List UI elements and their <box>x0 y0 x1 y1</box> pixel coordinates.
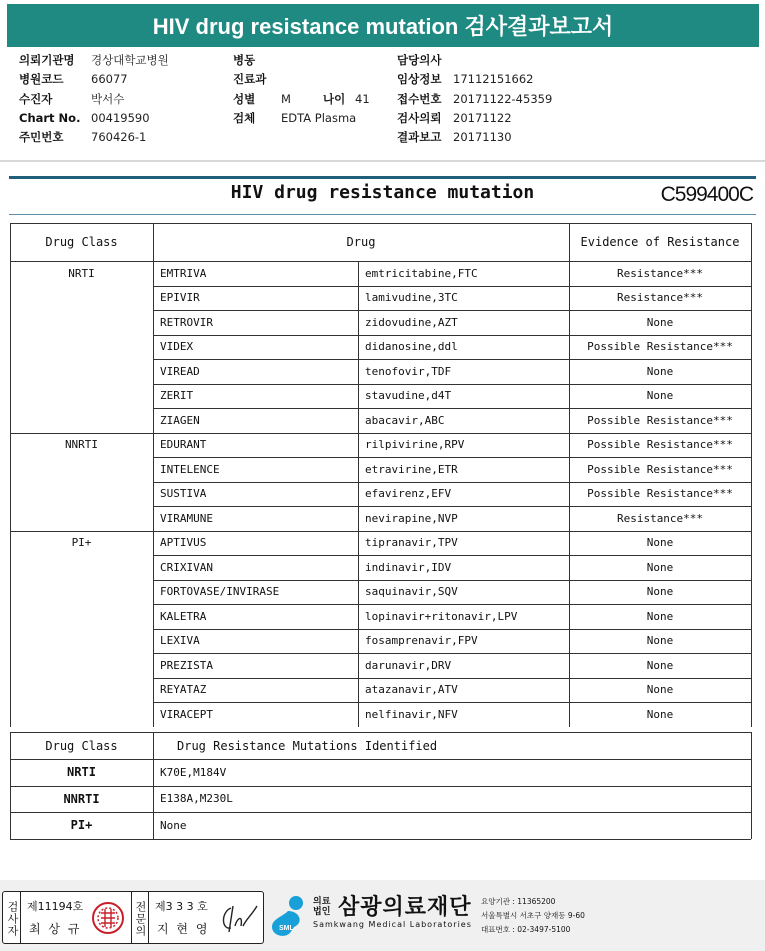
evidence-cell: Possible Resistance*** <box>587 438 733 452</box>
evidence-cell: None <box>646 683 674 697</box>
mutation-border-left <box>10 732 11 839</box>
info-patient-name: 수진자 박서수 <box>19 92 125 106</box>
drug-brand-cell: LEXIVA <box>160 634 200 648</box>
group-divider <box>10 433 751 434</box>
report-code: C599400C <box>660 183 753 206</box>
info-specimen: 검체 EDTA Plasma <box>233 111 357 125</box>
row-divider <box>153 580 751 581</box>
drug-generic-cell: emtricitabine,FTC <box>365 266 478 280</box>
report-title-rule-bottom <box>9 214 756 215</box>
info-resident-no: 주민번호 760426-1 <box>19 130 147 144</box>
evidence-cell: Possible Resistance*** <box>587 413 733 427</box>
drug-generic-cell: zidovudine,AZT <box>365 315 458 329</box>
drug-class-header: Drug Class <box>45 235 118 249</box>
info-department: 진료과 <box>233 72 267 86</box>
mutation-row-divider <box>10 839 751 840</box>
row-divider <box>153 335 751 336</box>
drug-brand-cell: VIREAD <box>160 364 200 378</box>
drug-generic-cell: didanosine,ddl <box>365 340 458 354</box>
row-divider <box>153 457 751 458</box>
evidence-cell: Possible Resistance*** <box>587 462 733 476</box>
drug-brand-cell: CRIXIVAN <box>160 560 213 574</box>
evidence-cell: Possible Resistance*** <box>587 340 733 354</box>
drug-class-cell: NNRTI <box>64 438 99 452</box>
mutation-table-border-top <box>10 732 751 733</box>
examiner-license: 제11194호 <box>27 900 84 913</box>
drug-generic-cell: nelfinavir,NFV <box>365 707 458 721</box>
org-code: 요양기관 : 11365200 <box>481 897 556 906</box>
sml-logo-text: SML <box>279 925 294 932</box>
drug-generic-cell: saquinavir,SQV <box>365 585 458 599</box>
drug-generic-cell: stavudine,d4T <box>365 389 452 403</box>
table-border-right <box>751 223 752 727</box>
signature-box <box>2 891 264 944</box>
row-divider <box>153 408 751 409</box>
evidence-cell: Resistance*** <box>616 266 704 280</box>
drug-brand-cell: ZIAGEN <box>160 413 200 427</box>
evidence-cell: Resistance*** <box>616 511 704 525</box>
row-divider <box>153 359 751 360</box>
info-hospital: 의뢰기관명 경상대학교병원 <box>19 53 169 67</box>
drug-generic-cell: lamivudine,3TC <box>365 291 458 305</box>
mutation-border-right <box>751 732 752 839</box>
evidence-cell: None <box>646 315 674 329</box>
table-border-left <box>10 223 11 727</box>
evidence-header: Evidence of Resistance <box>580 235 740 249</box>
info-chart-no: Chart No. 00419590 <box>19 111 150 125</box>
org-address: 서울특별시 서초구 양재동 9-60 <box>481 911 585 920</box>
drug-generic-cell: fosamprenavir,FPV <box>365 634 478 648</box>
mutation-class-cell: NRTI <box>67 765 96 780</box>
info-receipt-no: 접수번호 20171122-45359 <box>397 92 553 106</box>
specialist-label: 전문의 <box>131 892 149 943</box>
drug-class-cell: NRTI <box>68 266 95 280</box>
info-ward: 병동 <box>233 53 256 67</box>
sml-logo-icon <box>270 893 310 941</box>
info-hospital-code: 병원코드 66077 <box>19 72 128 86</box>
evidence-cell: None <box>646 634 674 648</box>
examiner-name: 최 상 규 <box>29 922 82 936</box>
drug-generic-cell: tipranavir,TPV <box>365 536 458 550</box>
report-header-title: HIV drug resistance mutation 검사결과보고서 <box>7 4 759 47</box>
col-divider <box>153 223 154 727</box>
row-divider <box>153 384 751 385</box>
table-border-top <box>10 223 751 224</box>
info-age: 나이 41 <box>323 92 370 106</box>
drug-header: Drug <box>346 235 376 249</box>
col-divider <box>569 223 570 727</box>
drug-generic-cell: nevirapine,NVP <box>365 511 458 525</box>
drug-generic-cell: rilpivirine,RPV <box>365 438 465 452</box>
row-divider <box>153 310 751 311</box>
evidence-cell: None <box>646 658 674 672</box>
info-sex: 성별 M <box>233 92 291 106</box>
mutation-header-divider <box>10 759 751 760</box>
drug-generic-cell: indinavir,IDV <box>365 560 452 574</box>
drug-generic-cell: tenofovir,TDF <box>365 364 452 378</box>
drug-brand-cell: VIRAMUNE <box>160 511 213 525</box>
drug-generic-cell: etravirine,ETR <box>365 462 458 476</box>
org-type: 의료법인 <box>313 897 331 917</box>
org-phone: 대표번호 : 02-3497-5100 <box>481 925 571 934</box>
row-divider <box>153 653 751 654</box>
info-request-date: 검사의뢰 20171122 <box>397 111 512 125</box>
drug-generic-cell: abacavir,ABC <box>365 413 445 427</box>
seal-stamp-icon <box>91 901 125 935</box>
handwritten-signature-icon <box>217 900 261 936</box>
mutation-class-cell: PI+ <box>70 818 93 833</box>
group-divider <box>10 531 751 532</box>
drug-generic-cell: lopinavir+ritonavir,LPV <box>365 609 518 623</box>
evidence-cell: None <box>646 364 674 378</box>
row-divider <box>153 604 751 605</box>
drug-brand-cell: INTELENCE <box>160 462 220 476</box>
report-title-rule-top <box>9 176 756 179</box>
evidence-cell: None <box>646 536 674 550</box>
mutation-class-header: Drug Class <box>45 738 118 753</box>
drug-class-cell: PI+ <box>71 536 92 550</box>
row-divider <box>153 286 751 287</box>
evidence-cell: None <box>646 609 674 623</box>
row-divider <box>153 678 751 679</box>
row-divider <box>153 629 751 630</box>
info-report-date: 결과보고 20171130 <box>397 130 512 144</box>
drug-generic-cell: efavirenz,EFV <box>365 487 452 501</box>
drug-brand-cell: APTIVUS <box>160 536 207 550</box>
row-divider <box>153 702 751 703</box>
evidence-cell: None <box>646 389 674 403</box>
mutation-value-cell: K70E,M184V <box>160 765 227 779</box>
row-divider <box>153 555 751 556</box>
examiner-label: 검사자 <box>3 892 21 943</box>
mutation-class-cell: NNRTI <box>63 791 100 806</box>
specialist-license: 제3 3 3 호 <box>155 900 208 913</box>
drug-brand-cell: REYATAZ <box>160 683 207 697</box>
drug-brand-cell: FORTOVASE/INVIRASE <box>160 585 280 599</box>
drug-generic-cell: darunavir,DRV <box>365 658 452 672</box>
drug-brand-cell: EMTRIVA <box>160 266 207 280</box>
org-name: 삼광의료재단 <box>338 895 472 920</box>
drug-brand-cell: PREZISTA <box>160 658 213 672</box>
info-doctor: 담당의사 <box>397 53 442 67</box>
info-clinical: 임상정보 17112151662 <box>397 72 534 86</box>
evidence-cell: Resistance*** <box>616 291 704 305</box>
drug-brand-cell: VIRACEPT <box>160 707 213 721</box>
drug-brand-cell: EPIVIR <box>160 291 200 305</box>
mutation-value-cell: None <box>160 818 187 832</box>
mutations-header: Drug Resistance Mutations Identified <box>177 738 438 753</box>
mutation-col-divider <box>153 732 154 839</box>
report-title: HIV drug resistance mutation <box>230 182 535 203</box>
mutation-value-cell: E138A,M230L <box>160 792 233 806</box>
header-divider <box>10 261 751 262</box>
drug-brand-cell: KALETRA <box>160 609 207 623</box>
row-divider <box>153 506 751 507</box>
drug-generic-cell: atazanavir,ATV <box>365 683 458 697</box>
row-divider <box>153 482 751 483</box>
org-name-en: Samkwang Medical Laboratories <box>313 920 472 929</box>
evidence-cell: None <box>646 585 674 599</box>
mutation-row-divider <box>10 812 751 813</box>
evidence-cell: None <box>646 560 674 574</box>
section-divider <box>0 160 765 162</box>
mutation-row-divider <box>10 786 751 787</box>
drug-brand-cell: SUSTIVA <box>160 487 207 501</box>
drug-brand-cell: ZERIT <box>160 389 194 403</box>
evidence-cell: Possible Resistance*** <box>587 487 733 501</box>
drug-brand-cell: RETROVIR <box>160 315 213 329</box>
col-divider <box>358 261 359 727</box>
drug-brand-cell: EDURANT <box>160 438 207 452</box>
drug-brand-cell: VIDEX <box>160 340 194 354</box>
evidence-cell: None <box>646 707 674 721</box>
specialist-name: 지 현 영 <box>157 922 210 936</box>
